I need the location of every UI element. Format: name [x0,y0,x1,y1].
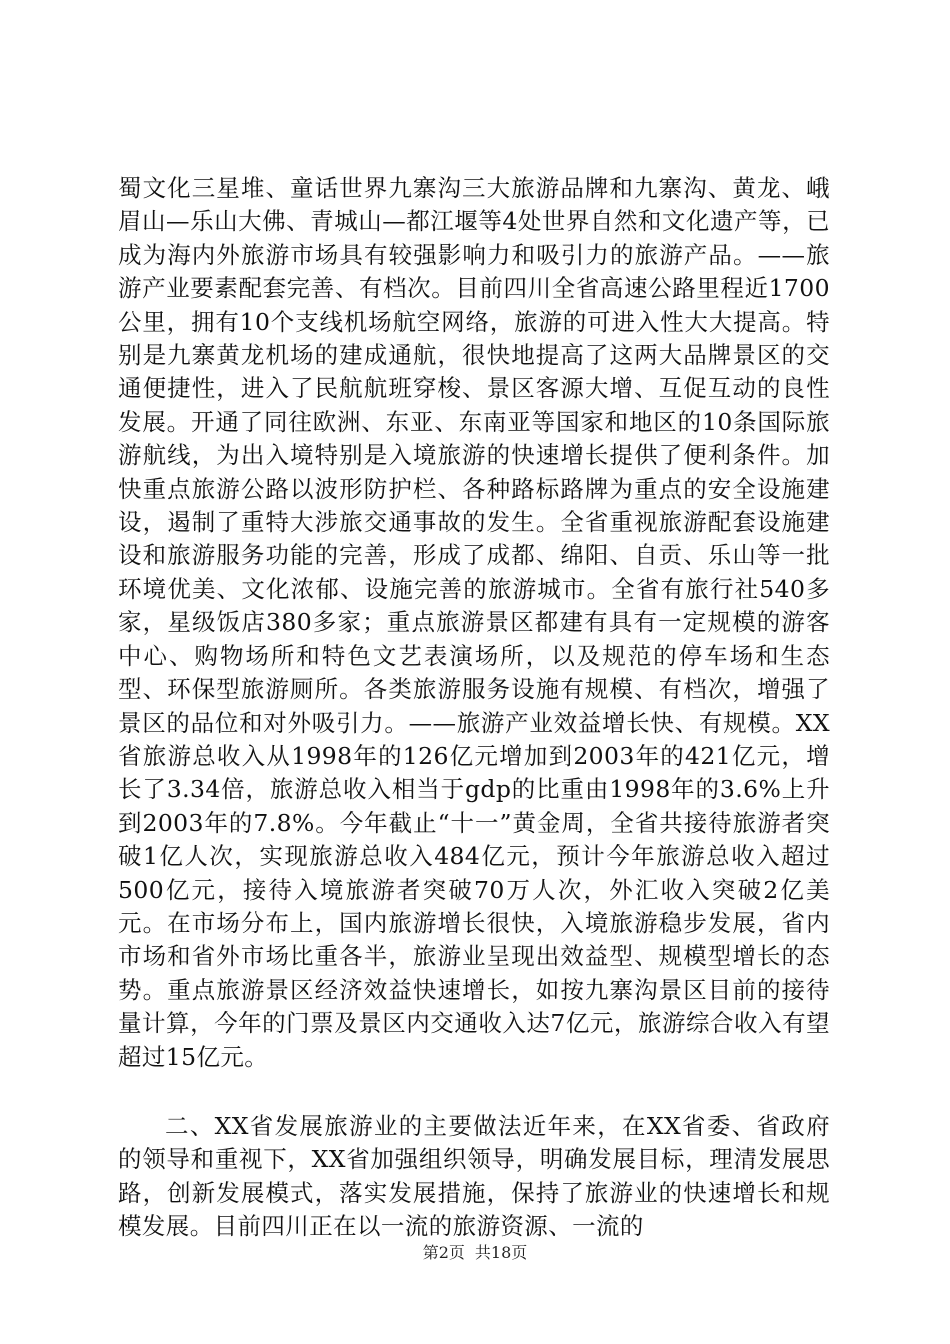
page-footer [0,1240,950,1263]
body-paragraph-2: 二、XX省发展旅游业的主要做法近年来，在XX省委、省政府的领导和重视下，XX省加强组织领导，明确发展目标，理清发展思路，创新发展模式，落实发展措施，保持了旅游业的快速增长和规模发展。目前四川正在以一流的旅游资源、一流的 [118,1112,830,1241]
page-total: 共18页 [474,1243,528,1262]
body-paragraph-1: 蜀文化三星堆、童话世界九寨沟三大旅游品牌和九寨沟、黄龙、峨眉山—乐山大佛、青城山—都江堰等4处世界自然和文化遗产等，已成为海内外旅游市场具有较强影响力和吸引力的旅游产品。——旅游产业要素配套完善、有档次。目前四川全省高速公路里程近1700公里，拥有10个支线机场航空网络，旅游的可进入性大大提高。特别是九寨黄龙机场的建成通航，很快地提高了这两大品牌景区的交通便捷性，进入了民航航班穿梭、景区客源大增、互促互动的良性发展。开通了同往欧洲、东亚、东南亚等国家和地区的10条国际旅游航线，为出入境特别是入境旅游的快速增长提供了便利条件。加快重点旅游公路以波形防护栏、各种路标路牌为重点的安全设施建设，遏制了重特大涉旅交通事故的发生。全省重视旅游配套设施建设和旅游服务功能的完善，形成了成都、绵阳、自贡、乐山等一批环境优美、文化浓郁、设施完善的旅游城市。全省有旅行社540多家，星级饭店380多家；重点旅游景区都建有具有一定规模的游客中心、购物场所和特色文艺表演场所，以及规范的停车场和生态型、环保型旅游厕所。各类旅游服务设施有规模、有档次，增强了景区的品位和对外吸引力。——旅游产业效益增长快、有规模。XX省旅游总收入从1998年的126亿元增加到2003年的421亿元，增长了3.34倍，旅游总收入相当于gdp的比重由1998年的3.6%上升到2003年的7.8%。今年截止“十一”黄金周，全省共接待旅游者突破1亿人次，实现旅游总收入484亿元，预计今年旅游总收入超过500亿元，接待入境旅游者突破70万人次，外汇收入突破2亿美元。在市场分布上，国内旅游增长很快，入境旅游稳步发展，省内市场和省外市场比重各半，旅游业呈现出效益型、规模型增长的态势。重点旅游景区经济效益快速增长，如按九寨沟景区目前的接待量计算，今年的门票及景区内交通收入达7亿元，旅游综合收入有望超过15亿元。 [118,174,830,1071]
page-number: 第2页 [422,1243,465,1262]
